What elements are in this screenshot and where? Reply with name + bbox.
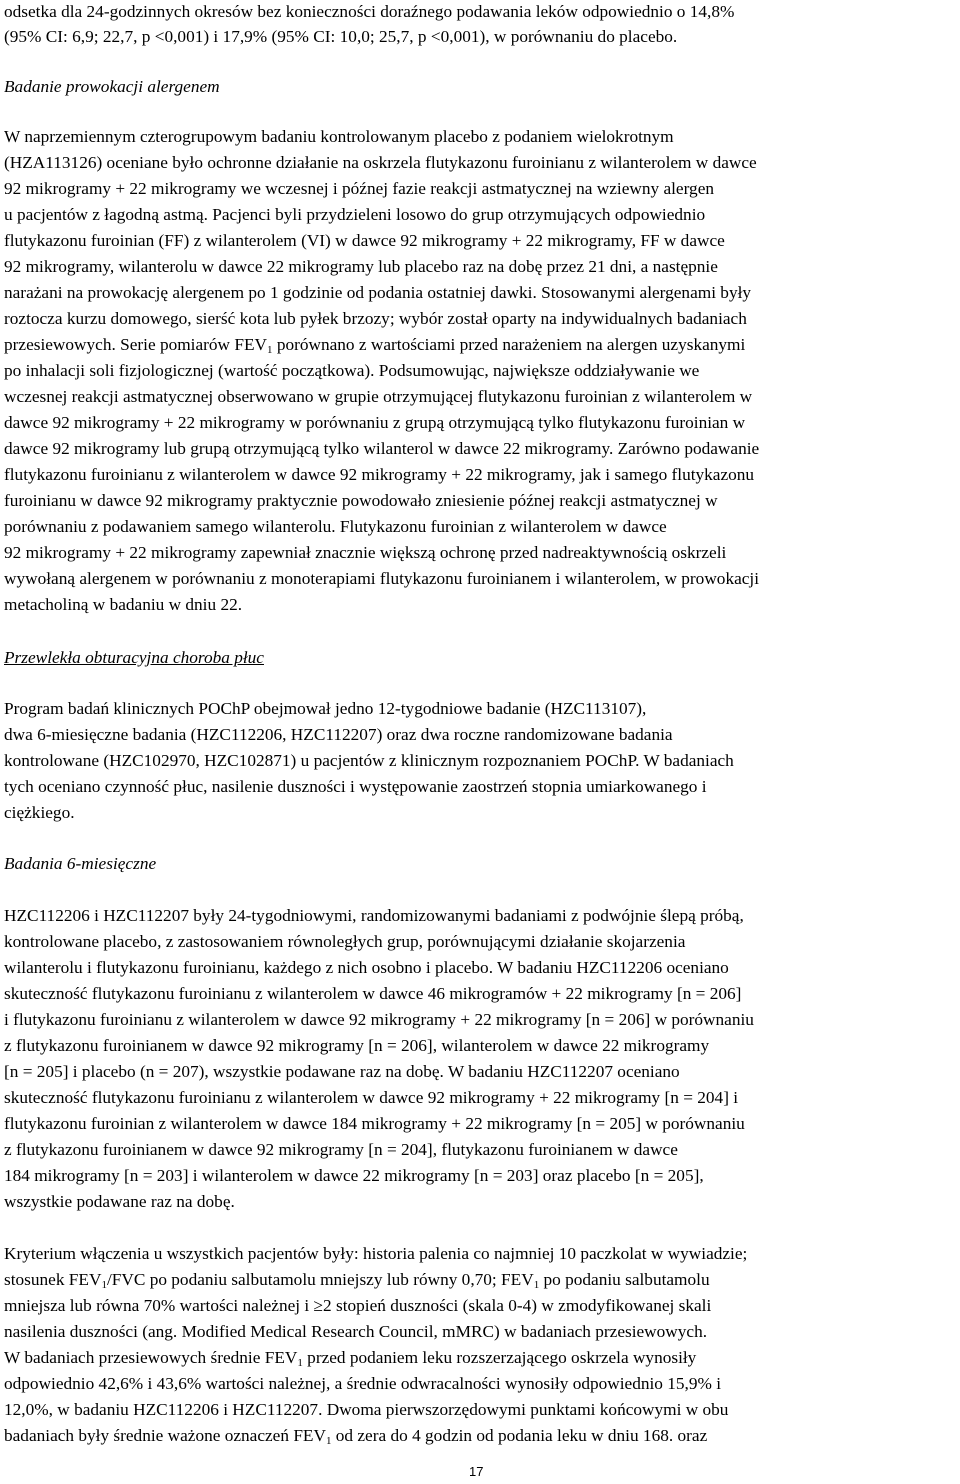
text-line: i flutykazonu furoinianu z wilanterolem w dawce 92 mikrogramy + 22 mikrogramy [n = 206] w porównaniu (4, 1010, 754, 1029)
text-line: z flutykazonu furoinianem w dawce 92 mikrogramy [n = 204], flutykazonu furoinianem w dawce (4, 1140, 678, 1159)
text-line: tych oceniano czynność płuc, nasilenie duszności i występowanie zaostrzeń stopnia umiarkowanego i (4, 777, 707, 796)
text-line: nasilenia duszności (ang. Modified Medical Research Council, mMRC) w badaniach przesiewowych. (4, 1322, 708, 1341)
text-line: flutykazonu furoinian (FF) z wilanterolem (VI) w dawce 92 mikrogramy + 22 mikrogramy, FF w dawce (4, 231, 725, 250)
text-line: Kryterium włączenia u wszystkich pacjentów były: historia palenia co najmniej 10 paczkolat w wywiadzie; (4, 1244, 748, 1263)
text-line: dawce 92 mikrogramy lub grupą otrzymującą tylko wilanterol w dawce 22 mikrogramy. Zarówno podawanie (4, 439, 760, 458)
text-line: z flutykazonu furoinianem w dawce 92 mikrogramy [n = 206], wilanterolem w dawce 22 mikrogramy (4, 1036, 710, 1055)
text-line: badaniach były średnie ważone oznaczeń FEV1 od zera do 4 godzin od podania leku w dniu 168. oraz (4, 1426, 708, 1447)
text-line: roztocza kurzu domowego, sierść kota lub pyłek brzozy; wybór został oparty na indywidualnych badaniach (4, 309, 747, 328)
text-line: metacholiną w badaniu w dniu 22. (4, 595, 243, 614)
text-line: (95% CI: 6,9; 22,7, p <0,001) i 17,9% (95% CI: 10,0; 25,7, p <0,001), w porównaniu do placebo. (4, 27, 678, 46)
text-line: dawce 92 mikrogramy + 22 mikrogramy w porównaniu z grupą otrzymującą tylko flutykazonu furoinian w (4, 413, 746, 432)
text-line: [n = 205] i placebo (n = 207), wszystkie podawane raz na dobę. W badaniu HZC112207 oceniano (4, 1062, 680, 1081)
text-line: 92 mikrogramy, wilanterolu w dawce 22 mikrogramy lub placebo raz na dobę przez 21 dni, a następnie (4, 257, 718, 276)
text-line: po inhalacji soli fizjologicznej (wartość początkowa). Podsumowując, największe oddziaływanie we (4, 361, 700, 380)
text-line: skuteczność flutykazonu furoinianu z wilanterolem w dawce 46 mikrogramów + 22 mikrogramy [n = 206] (4, 984, 742, 1003)
text-line: odpowiednio 42,6% i 43,6% wartości należnej, a średnie odwracalności wynosiły odpowiednio 15,9% i (4, 1374, 722, 1393)
text-line: narażani na prowokację alergenem po 1 godzinie od podania ostatniej dawki. Stosowanymi alergenami były (4, 283, 752, 302)
text-line: dwa 6-miesięczne badania (HZC112206, HZC112207) oraz dwa roczne randomizowane badania (4, 725, 673, 744)
text-line: 92 mikrogramy + 22 mikrogramy zapewniał znacznie większą ochronę przed nadreaktywnością oskrzeli (4, 543, 727, 562)
text-line: porównaniu z podawaniem samego wilanterolu. Flutykazonu furoinian z wilanterolem w dawce (4, 517, 667, 536)
text-line: mniejsza lub równa 70% wartości należnej i ≥2 stopień duszności (skala 0-4) w zmodyfikowanej skali (4, 1296, 712, 1315)
text-line: furoinianu w dawce 92 mikrogramy praktycznie powodowało zniesienie późnej reakcji astmatycznej w (4, 491, 718, 510)
text-line: ciężkiego. (4, 803, 75, 822)
text-line: u pacjentów z łagodną astmą. Pacjenci byli przydzieleni losowo do grup otrzymujących odpowiednio (4, 205, 706, 224)
text-line: flutykazonu furoinian z wilanterolem w dawce 184 mikrogramy + 22 mikrogramy [n = 205] w porównaniu (4, 1114, 745, 1133)
text-line: wywołaną alergenem w porównaniu z monoterapiami flutykazonu furoinianem i wilanterolem, w prowokacji (4, 569, 760, 588)
text-line: kontrolowane (HZC102970, HZC102871) u pacjentów z klinicznym rozpoznaniem POChP. W badaniach (4, 751, 734, 770)
section-heading: Badanie prowokacji alergenem (4, 77, 220, 96)
section-heading: Przewlekła obturacyjna choroba płuc (4, 648, 264, 667)
text-line: kontrolowane placebo, z zastosowaniem równoległych grup, porównującymi działanie skojarzenia (4, 932, 686, 951)
text-line: stosunek FEV1/FVC po podaniu salbutamolu mniejszy lub równy 0,70; FEV1 po podaniu salbutamolu (4, 1270, 710, 1291)
section-heading: Badania 6-miesięczne (4, 854, 157, 873)
text-line: Program badań klinicznych POChP obejmował jedno 12-tygodniowe badanie (HZC113107), (4, 699, 647, 718)
text-line: W badaniach przesiewowych średnie FEV1 przed podaniem leku rozszerzającego oskrzela wynosiły (4, 1348, 697, 1369)
text-line: 184 mikrogramy [n = 203] i wilanterolem w dawce 22 mikrogramy [n = 203] oraz placebo [n = 205], (4, 1166, 704, 1185)
text-line: wczesnej reakcji astmatycznej obserwowano w grupie otrzymującej flutykazonu furoinian z wilanterolem w (4, 387, 753, 406)
text-line: flutykazonu furoinianu z wilanterolem w dawce 92 mikrogramy + 22 mikrogramy, jak i samego flutykazonu (4, 465, 755, 484)
page-number: 17 (469, 1464, 484, 1479)
text-line: skuteczność flutykazonu furoinianu z wilanterolem w dawce 92 mikrogramy + 22 mikrogramy [n = 204] i (4, 1088, 739, 1107)
text-line: 92 mikrogramy + 22 mikrogramy we wczesnej i późnej fazie reakcji astmatycznej na wziewny alergen (4, 179, 714, 198)
text-line: odsetka dla 24-godzinnych okresów bez konieczności doraźnego podawania leków odpowiednio o 14,8% (4, 2, 735, 21)
text-line: przesiewowych. Serie pomiarów FEV1 porównano z wartościami przed narażeniem na alergen uzyskanymi (4, 335, 746, 356)
text-line: HZC112206 i HZC112207 były 24-tygodniowymi, randomizowanymi badaniami z podwójnie ślepą próbą, (4, 906, 744, 925)
text-line: wszystkie podawane raz na dobę. (4, 1192, 235, 1211)
text-line: W naprzemiennym czterogrupowym badaniu kontrolowanym placebo z podaniem wielokrotnym (4, 127, 674, 146)
text-line: (HZA113126) oceniane było ochronne działanie na oskrzela flutykazonu furoinianu z wilanterolem w dawce (4, 153, 757, 172)
text-line: 12,0%, w badaniu HZC112206 i HZC112207. Dwoma pierwszorzędowymi punktami końcowymi w obu (4, 1400, 729, 1419)
text-line: wilanterolu i flutykazonu furoinianu, każdego z nich osobno i placebo. W badaniu HZC112206 oceniano (4, 958, 729, 977)
